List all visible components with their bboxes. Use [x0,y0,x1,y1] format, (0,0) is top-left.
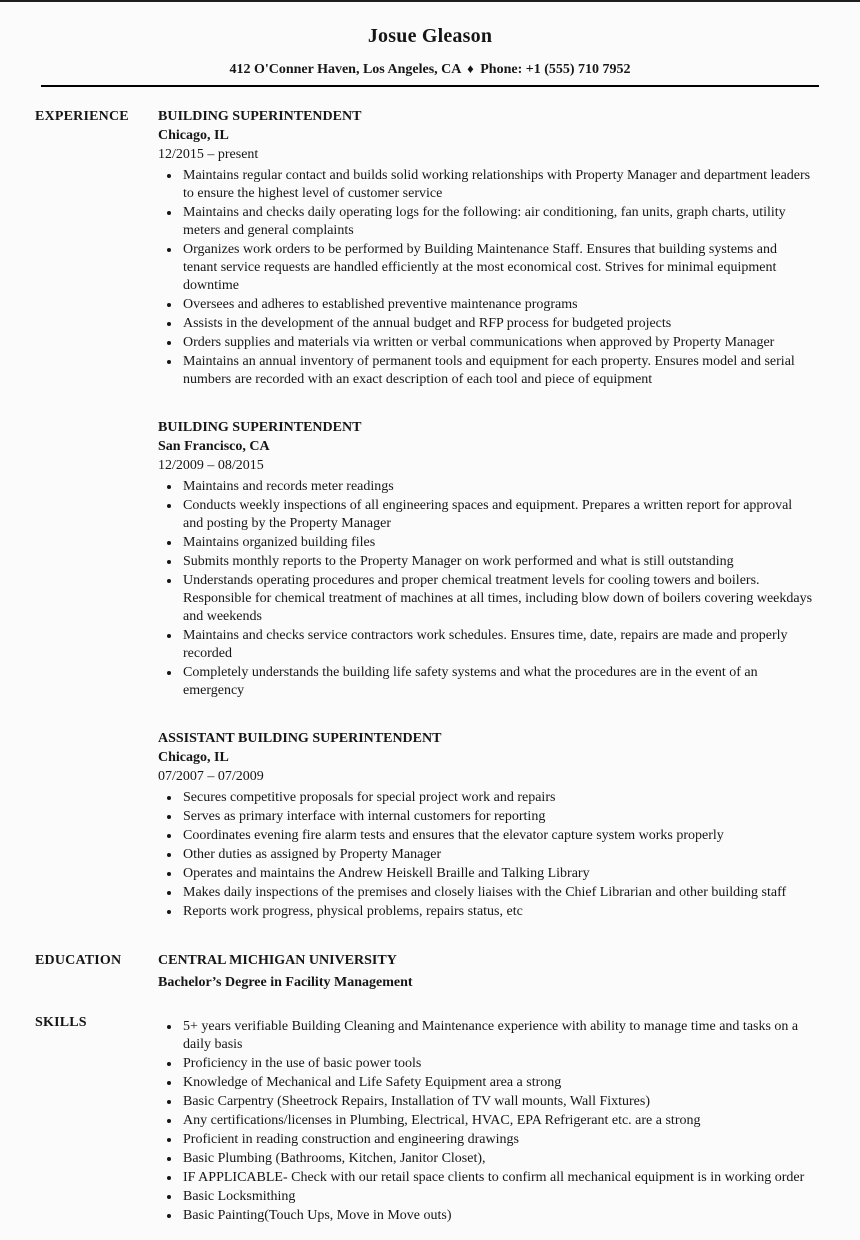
bullet-item: • Makes daily inspections of the premises and closely liaises with the Chief Librarian and other building staff [181,883,814,902]
contact-line [0,61,860,78]
bullet-item: • IF APPLICABLE- Check with our retail space clients to confirm all mechanical equipment is in working order [181,1168,814,1187]
job-dates: 12/2009 – 08/2015 [158,458,264,473]
bullet-item: • 5+ years verifiable Building Cleaning and Maintenance experience with ability to manage time and tasks on a daily basis [181,1017,814,1054]
bullet-item: • Maintains and checks service contractors work schedules. Ensures time, date, repairs are made and properly recorded [181,626,814,663]
resume-name: Josue Gleason [367,25,493,47]
section-skills [0,1014,860,1225]
bullet-item: • Secures competitive proposals for special project work and repairs [181,788,814,807]
bullet-item: • Basic Locksmithing [181,1187,814,1206]
bullet-item: • Conducts weekly inspections of all engineering spaces and equipment. Prepares a written report for approval and posting by the Property Manager [181,496,814,533]
bullet-item: • Maintains regular contact and builds solid working relationships with Property Manager and department leaders to ensure the highest level of customer service [181,166,814,203]
bullet-item: • Assists in the development of the annual budget and RFP process for budgeted projects [181,314,814,333]
bullet-item: • Organizes work orders to be performed by Building Maintenance Staff. Ensures that building systems and tenant service requests are handled efficiently at the most economical cost. Strives for minimal equipment downtime [181,240,814,295]
section-education [0,952,860,992]
bullet-item: • Operates and maintains the Andrew Heiskell Braille and Talking Library [181,864,814,883]
bullet-item: • Basic Carpentry (Sheetrock Repairs, Installation of TV wall mounts, Wall Fixtures) [181,1092,814,1111]
header-rule [41,85,819,87]
bullet-item: • Understands operating procedures and proper chemical treatment levels for cooling towers and boilers. Responsible for chemical treatment of machines at all times, including blow down of boilers covering weekdays and weekends [181,571,814,626]
experience-content [158,108,814,921]
job-entry [158,108,814,389]
section-label-experience: EXPERIENCE [35,109,129,124]
bullet-item: • Coordinates evening fire alarm tests and ensures that the elevator capture system works properly [181,826,814,845]
degree-name: Bachelor’s Degree in Facility Management [158,975,413,990]
bullet-item: • Maintains and checks daily operating logs for the following: air conditioning, fan units, graph charts, utility meters and general complaints [181,203,814,240]
phone-text: Phone: +1 (555) 710 7952 [480,62,631,77]
job-title: BUILDING SUPERINTENDENT [158,420,362,435]
bullet-item: • Other duties as assigned by Property Manager [181,845,814,864]
job-dates: 12/2015 – present [158,147,259,162]
bullet-item: • Orders supplies and materials via written or verbal communications when approved by Property Manager [181,333,814,352]
bullet-item: • Any certifications/licenses in Plumbing, Electrical, HVAC, EPA Refrigerant etc. are a strong [181,1111,814,1130]
skills-content [158,1014,814,1225]
job-entry [158,419,814,700]
bullet-item: • Serves as primary interface with internal customers for reporting [181,807,814,826]
bullet-item: • Completely understands the building life safety systems and what the procedures are in the event of an emergency [181,663,814,700]
section-label-education: EDUCATION [35,953,122,968]
skills-list [158,1017,814,1225]
education-content [158,952,814,992]
job-location: San Francisco, CA [158,439,270,454]
bullet-item: • Maintains organized building files [181,533,814,552]
section-label-skills: SKILLS [35,1015,87,1030]
bullet-item: • Oversees and adheres to established preventive maintenance programs [181,295,814,314]
job-dates: 07/2007 – 07/2009 [158,769,264,784]
job-location: Chicago, IL [158,750,229,765]
bullet-list [158,477,814,700]
bullet-item: • Proficient in reading construction and engineering drawings [181,1130,814,1149]
section-experience [0,108,860,921]
bullet-item: • Basic Plumbing (Bathrooms, Kitchen, Janitor Closet), [181,1149,814,1168]
address-text: 412 O'Conner Haven, Los Angeles, CA [229,62,461,77]
bullet-list [158,166,814,389]
bullet-item: • Reports work progress, physical problems, repairs status, etc [181,902,814,921]
bullet-item: • Submits monthly reports to the Property Manager on work performed and what is still outstanding [181,552,814,571]
bullet-item: • Maintains an annual inventory of permanent tools and equipment for each property. Ensures model and serial numbers are recorded with an exact description of each tool and piece of equipment [181,352,814,389]
bullet-item: • Maintains and records meter readings [181,477,814,496]
bullet-item: • Basic Painting(Touch Ups, Move in Move outs) [181,1206,814,1225]
job-title: ASSISTANT BUILDING SUPERINTENDENT [158,731,442,746]
job-entry [158,730,814,921]
school-name: CENTRAL MICHIGAN UNIVERSITY [158,953,397,968]
job-title: BUILDING SUPERINTENDENT [158,109,362,124]
job-location: Chicago, IL [158,128,229,143]
bullet-item: • Proficiency in the use of basic power tools [181,1054,814,1073]
bullet-item: • Knowledge of Mechanical and Life Safety Equipment area a strong [181,1073,814,1092]
diamond-separator-icon: ♦ [467,61,474,76]
bullet-list [158,788,814,921]
